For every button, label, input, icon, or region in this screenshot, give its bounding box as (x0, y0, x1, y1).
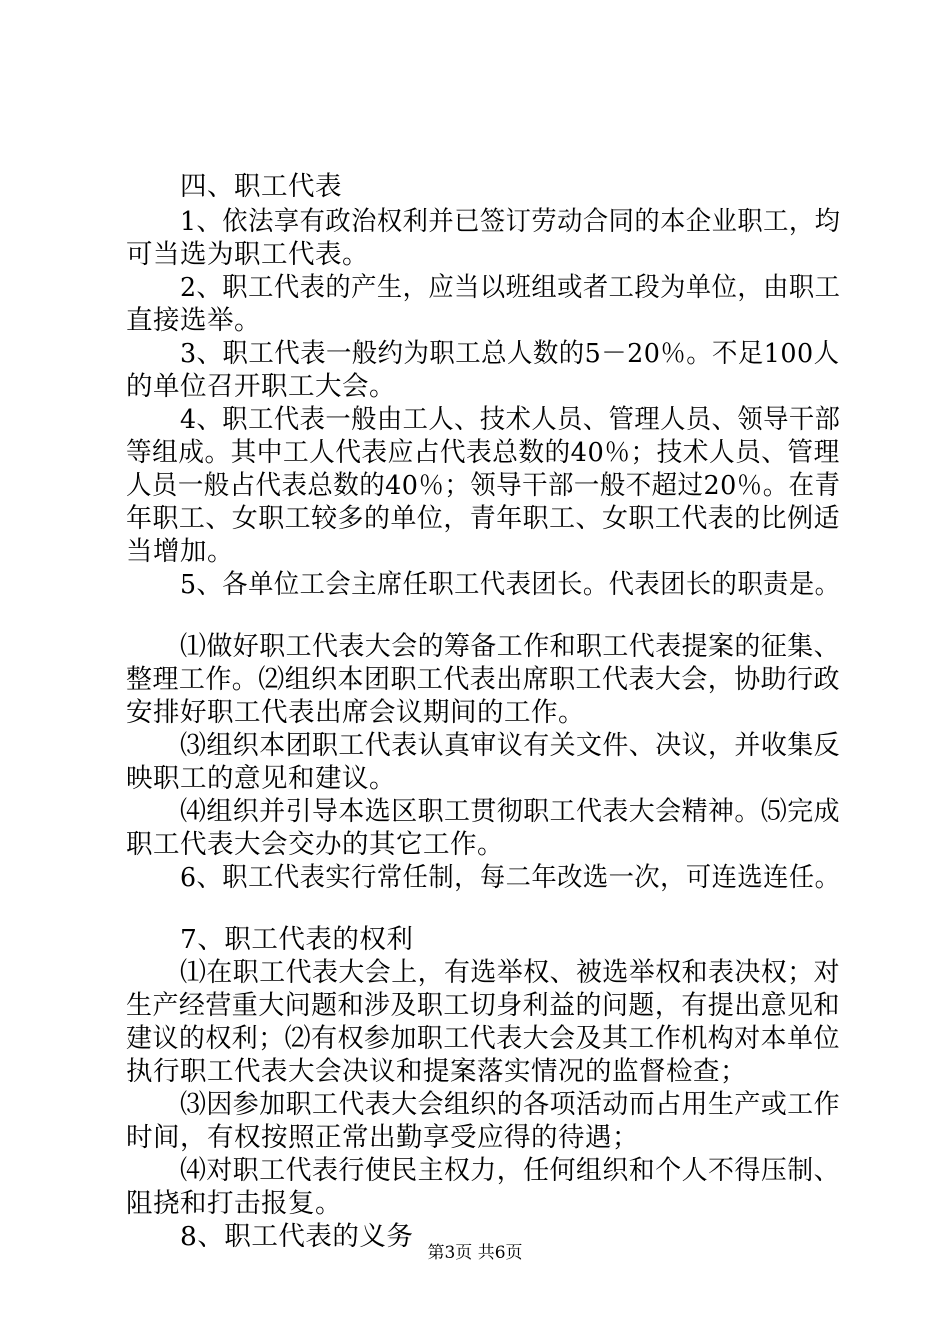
paragraph-line: ⑴做好职工代表大会的筹备工作和职工代表提案的征集、 (180, 631, 841, 662)
paragraph-line: 4、职工代表一般由工人、技术人员、管理人员、领导干部 (180, 404, 841, 435)
paragraph-line: ⑶组织本团职工代表认真审议有关文件、决议，并收集反 (180, 730, 841, 761)
paragraph-line: 1、依法享有政治权利并已签订劳动合同的本企业职工，均 (180, 206, 841, 237)
paragraph-line: 生产经营重大问题和涉及职工切身利益的问题，有提出意见和 (126, 990, 840, 1021)
paragraph-line: 5、各单位工会主席任职工代表团长。代表团长的职责是。 (180, 569, 841, 600)
section-heading: 7、职工代表的权利 (180, 924, 414, 955)
paragraph-line: 安排好职工代表出席会议期间的工作。 (126, 697, 585, 728)
paragraph-line: 2、职工代表的产生，应当以班组或者工段为单位，由职工 (180, 272, 841, 303)
paragraph-line: ⑷组织并引导本选区职工贯彻职工代表大会精神。⑸完成 (180, 796, 841, 827)
paragraph-line: 3、职工代表一般约为职工总人数的5－20％。不足100人 (180, 338, 840, 369)
paragraph-line: 阻挠和打击报复。 (126, 1188, 342, 1219)
paragraph-line: 映职工的意见和建议。 (126, 763, 396, 794)
paragraph-line: 职工代表大会交办的其它工作。 (126, 829, 504, 860)
section-heading: 四、职工代表 (180, 171, 342, 202)
paragraph-line: 可当选为职工代表。 (126, 239, 369, 270)
paragraph-line: 年职工、女职工较多的单位，青年职工、女职工代表的比例适 (126, 503, 840, 534)
page-number-footer: 第3页 共6页 (427, 1243, 523, 1263)
paragraph-line: 整理工作。⑵组织本团职工代表出席职工代表大会，协助行政 (126, 664, 840, 695)
paragraph-line: 建议的权利；⑵有权参加职工代表大会及其工作机构对本单位 (126, 1023, 840, 1054)
paragraph-line: 执行职工代表大会决议和提案落实情况的监督检查； (126, 1056, 747, 1087)
paragraph-line: 6、职工代表实行常任制，每二年改选一次，可连选连任。 (180, 862, 841, 893)
paragraph-line: ⑷对职工代表行使民主权力，任何组织和个人不得压制、 (180, 1155, 841, 1186)
paragraph-line: 等组成。其中工人代表应占代表总数的40％；技术人员、管理 (126, 437, 840, 468)
paragraph-line: 时间，有权按照正常出勤享受应得的待遇； (126, 1122, 639, 1153)
paragraph-line: 的单位召开职工大会。 (126, 371, 396, 402)
paragraph-line: ⑶因参加职工代表大会组织的各项活动而占用生产或工作 (180, 1089, 841, 1120)
section-heading: 8、职工代表的义务 (180, 1221, 414, 1252)
paragraph-line: 直接选举。 (126, 305, 261, 336)
paragraph-line: ⑴在职工代表大会上，有选举权、被选举权和表决权；对 (180, 957, 841, 988)
paragraph-line: 当增加。 (126, 536, 234, 567)
paragraph-line: 人员一般占代表总数的40％；领导干部一般不超过20％。在青 (126, 470, 841, 501)
